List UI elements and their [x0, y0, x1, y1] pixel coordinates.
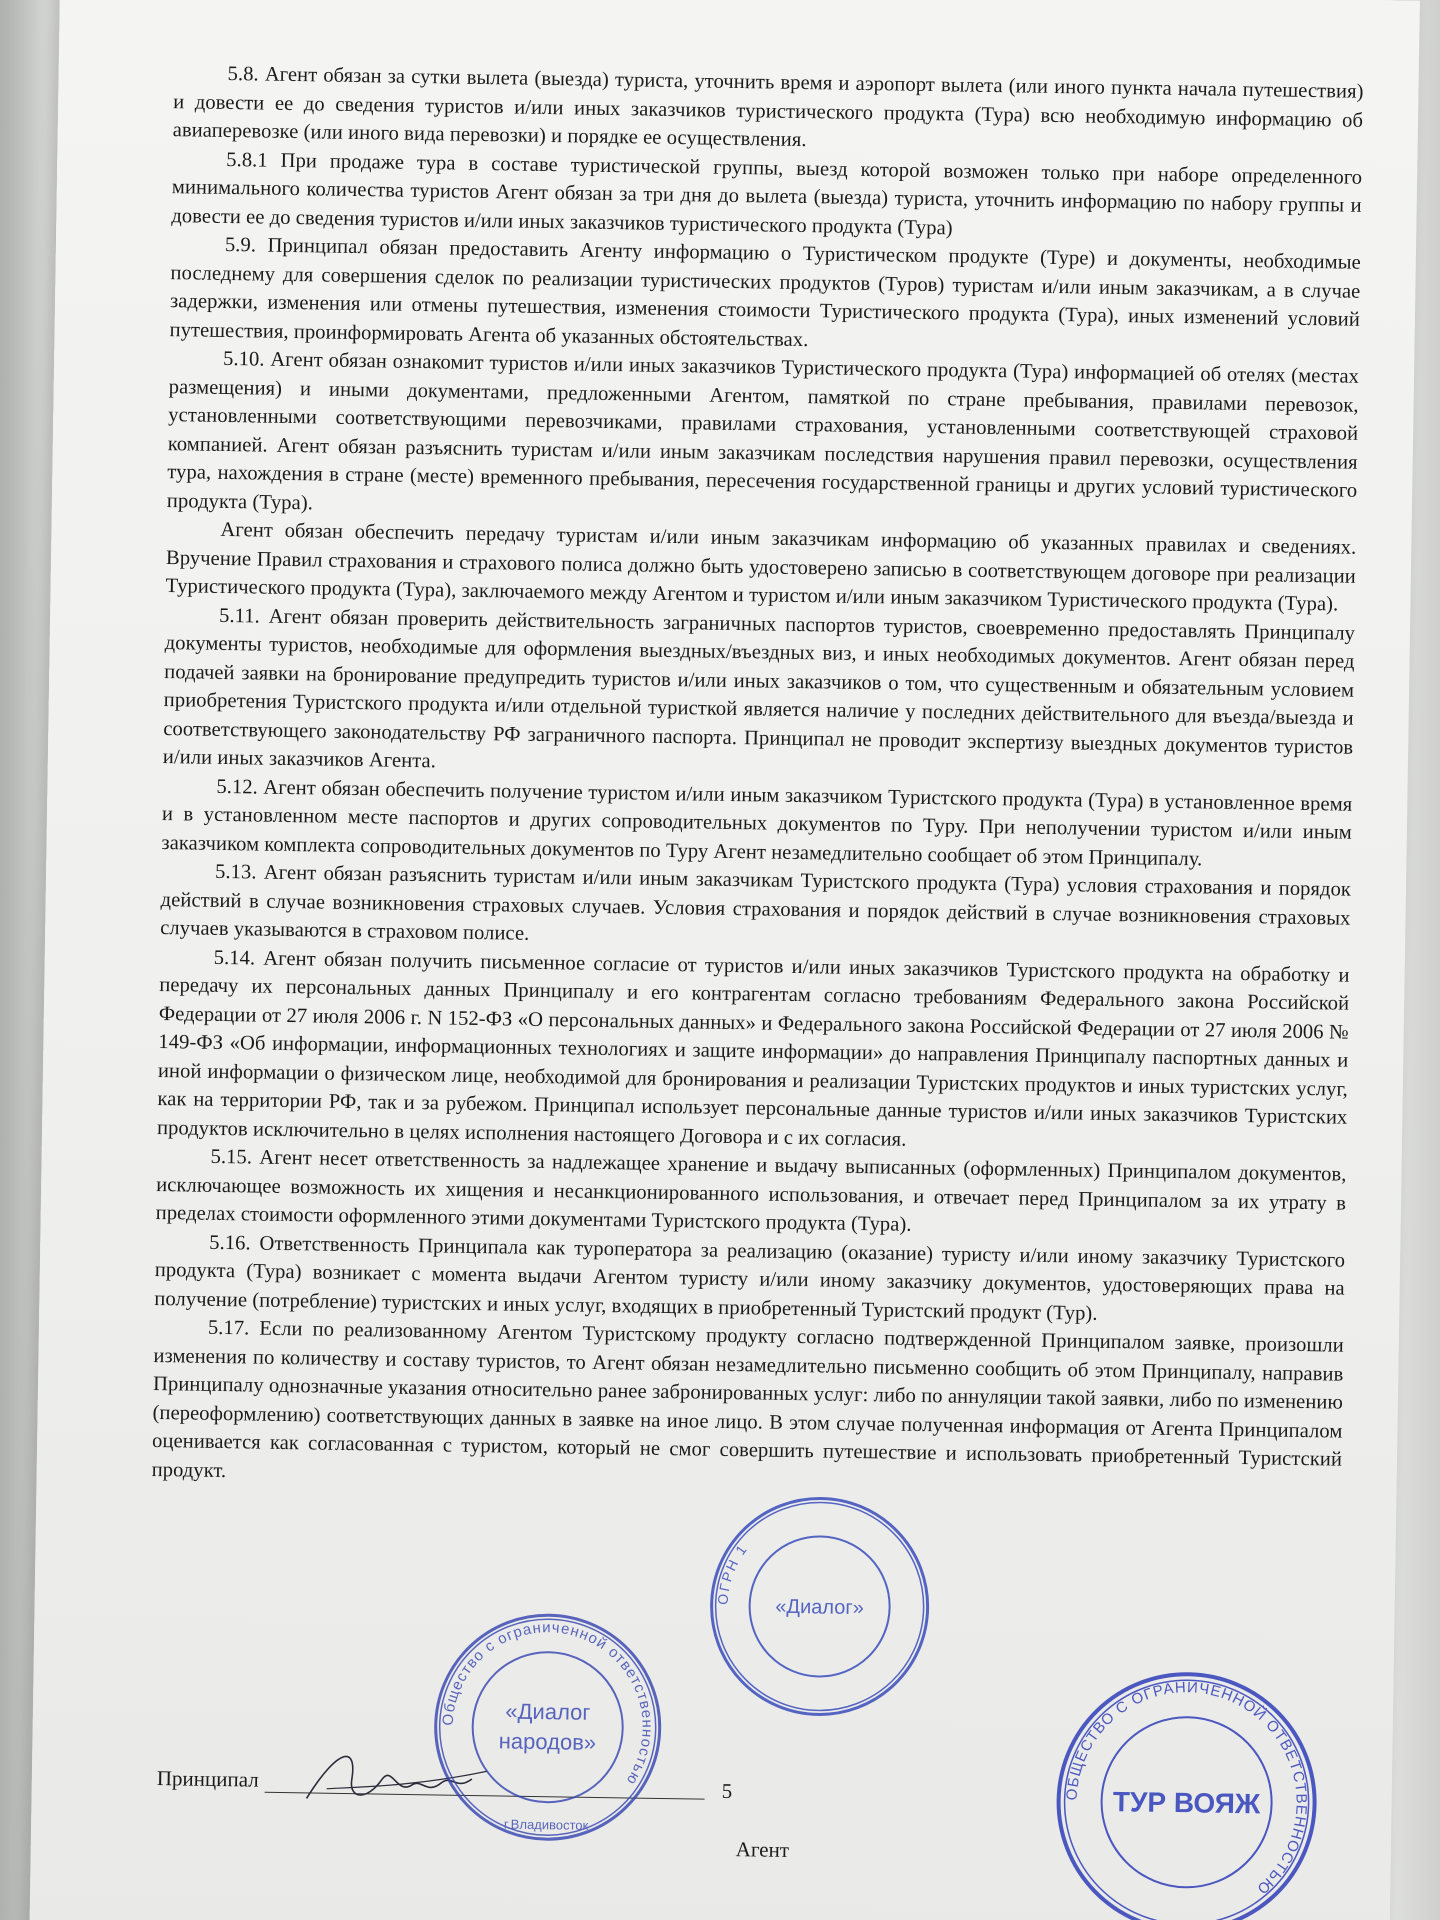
paragraph: 5.11. Агент обязан проверить действительность заграничных паспортов туристов, своевременно предоставлять Принципалу документы туристов, необходимые для оформления выездных/въездных виз, и иных необходимых документов. Агент обязан перед подачей заявки на бронирование предупредить туристов и/или иных заказчиков о том, что существенным и обязательным условием приобретения Туристского продукта и/или отдельной туристкой является наличие у последних действительного для въезда/выезда и соответствующего законодательству РФ заграничного паспорта. Принципал не проводит экспертизу выездных документов туристов и/или иных заказчиков Агента.: [162, 604, 1356, 773]
dialog-stamp-line2: народов»: [498, 1728, 597, 1755]
paragraph: 5.12. Агент обязан обеспечить получение туристом и/или иным заказчиком Туристского продукта (Тура) в установленное время и в установленном месте паспортов и других сопроводительных документов по Туру. При неполучении туристом и/или иным заказчиком комплекта сопроводительных документов по Туру Агент незамедлительно сообщает об этом Принципалу.: [161, 775, 1353, 870]
middle-stamp: [703, 1490, 937, 1724]
paragraph: 5.9. Принципал обязан предоставить Агенту информацию о Туристическом продукте (Туре) и документы, необходимые последнему для совершения сделок по реализации туристических продуктов (Туров) туристам и/или иным заказчикам, а в случае задержки, изменения или отмены путешествия, изменения стоимости Туристического продукта (Тура), иных изменений условий путешествия, проинформировать Агента об указанных обстоятельствах.: [169, 233, 1361, 351]
paragraph: 5.14. Агент обязан получить письменное согласие от туристов и/или иных заказчиков Туристского продукта на обработку и передачу их персональных данных Принципалу и его контрагентам согласно требованиям Федерального закона Российской Федерации от 27 июля 2006 г. N 152-ФЗ «О персональных данных» и Федерального закона Российской Федерации от 27 июля 2006 № 149-ФЗ «Об информации, информационных технологиях и защите информации» до направления Принципалу паспортных данных и иной информации о физическом лице, необходимой для бронирования и реализации Туристских продуктов и иных туристских услуг, как на территории РФ, так и за рубежом. Принципал использует персональные данные туристов и/или иных заказчиков Туристских продуктов исключительно в целях исполнения настоящего Договора и с их согласия.: [156, 946, 1350, 1151]
agent-signature: [736, 1837, 790, 1863]
paragraph: 5.17. Если по реализованному Агентом Туристскому продукту согласно подтвержденной Принципалом заявке, произошли изменения по количеству и составу туристов, то Агент обязан незамедлительно письменно сообщить об этом Принципалу, направив Принципалу однозначные указания относительно ранее забронированных услуг: либо по аннуляции такой заявки, либо по изменению (переоформлению) соответствующих данных в заявке на иное лицо. В этом случае полученная информация от Агента Принципалом оценивается как согласованная с туристом, который не смог совершить путешествие и использовать приобретенный Туристский продукт.: [151, 1316, 1344, 1482]
contract-text: [151, 59, 1363, 1503]
principal-label: Принципал: [156, 1766, 259, 1792]
paragraph: 5.10. Агент обязан ознакомит туристов и/или иных заказчиков Туристического продукта (Тура) информацией об отелях (местах размещения) и иными документами, предложенными Агентом, памяткой по стране пребывания, правилами перевозок, установленными соответствующими перевозчиками, правилами страхования, установленными соответствующей страховой компанией. Агент обязан разъяснить туристам и/или иным заказчикам последствия нарушения правил перевозки, осуществления тура, нахождения в стране (месте) временного пребывания, пересечения государственной границы и других условий туристического продукта (Тура).: [166, 347, 1360, 514]
page-number: 5: [721, 1778, 733, 1804]
agent-stamp-center: ТУР ВОЯЖ: [1112, 1786, 1261, 1820]
paragraph: Агент обязан обеспечить передачу туристам и/или иным заказчикам информацию об указанных правилах и сведениях. Вручение Правил страхования и страхового полиса должно быть удостоверено записью в соответствующем договоре при реализации Туристического продукта (Тура), заключаемого между Агентом и туристом и/или иным заказчиком Туристического продукта (Тура).: [165, 518, 1357, 616]
dialog-stamp: [426, 1605, 670, 1849]
agent-label: Агент: [735, 1837, 790, 1862]
dialog-stamp-ring-text: Общество с ограниченной ответственностью: [439, 1619, 656, 1789]
dialog-stamp-line1: «Диалог: [505, 1698, 591, 1725]
document-page: [29, 0, 1420, 1920]
paragraph: 5.13. Агент обязан разъяснить туристам и/или иным заказчикам Туристского продукта (Тура) условия страхования и порядок действий в случае возникновения страховых случаев. Условия страхования и порядок действий в случае возникновения страховых случаев указываются в страховом полисе.: [160, 860, 1352, 945]
paragraph: 5.8.1 При продаже тура в составе туристической группы, выезд которой возможен только при наборе определенного минимального количества туристов Агент обязан за три дня до вылета (выезда) туриста, уточнить информацию по набору группы и довести ее до сведения туристов и/или иных заказчиков туристического продукта (Тура): [171, 148, 1363, 239]
agent-stamp-ring-text: ОБЩЕСТВО С ОГРАНИЧЕННОЙ ОТВЕТСТВЕННОСТЬЮ: [1063, 1679, 1310, 1898]
paragraph: 5.16. Ответственность Принципала как туроператора за реализацию (оказание) туристу и/или иному заказчику Туристского продукта (Тура) возникает с момента выдачи Агентом туристу и/или иному заказчику документов, удостоверяющих права на получение (потребление) туристских и иных услуг, входящих в приобретенный Туристский продукт (Тур).: [154, 1231, 1346, 1325]
middle-stamp-center: «Диалог»: [775, 1595, 864, 1620]
agent-stamp: [1044, 1660, 1328, 1920]
paragraph: 5.15. Агент несет ответственность за надлежащее хранение и выдачу выписанных (оформленных) Принципалом документов, исключающее возможность их хищения и несанкционированного использования, и отвечает перед Принципалом за их утрату в пределах стоимости оформленного этими документами Туристского продукта (Тура).: [155, 1145, 1347, 1236]
paragraph: 5.8. Агент обязан за сутки вылета (выезда) туриста, уточнить время и аэропорт вылета (или иного пункта начала путешествия) и довести ее до сведения туристов и/или иных заказчиков туристического продукта (Тура) всю необходимую информацию об авиаперевозке (или иного вида перевозки) и порядке ее осуществления.: [172, 62, 1364, 152]
middle-stamp-ring-text: ОГРН 1: [714, 1540, 751, 1606]
dialog-stamp-city: г.Владивосток: [503, 1816, 589, 1833]
